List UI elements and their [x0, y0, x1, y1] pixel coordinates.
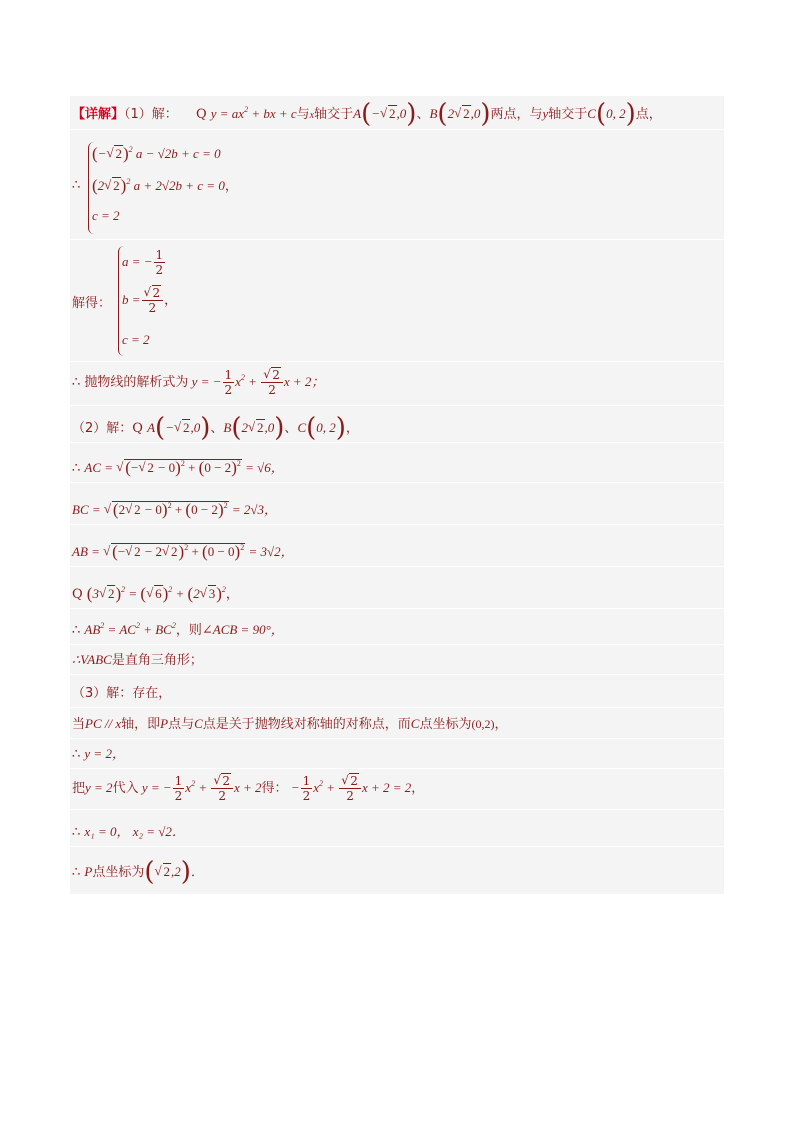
- part3-label: （3）解：存在，: [72, 686, 172, 701]
- part2-intro-line: （2）解：Q A(−√ 2,0)、B(2√ 2,0)、C(0, 2)，: [70, 418, 724, 439]
- triangle-conclusion-line: ∴VABC是直角三角形；: [70, 650, 724, 671]
- part1-label: （1）解：: [124, 107, 178, 122]
- roots-line: ∴ x₁ = 0， x₂ = √2．: [70, 822, 724, 843]
- part3-symmetry-line: 当PC // x轴，即P点与C点是关于抛物线对称轴的对称点，而C点坐标为(0,2)，: [70, 714, 724, 735]
- y-value-line: ∴ y = 2，: [70, 744, 724, 765]
- heading-tag: 【详解】: [72, 107, 125, 122]
- solution-a: a = −: [122, 254, 153, 269]
- substitution-line: 把y = 2代入 y = − $\frac{1}{2}$ $x^2$ + √ $\frac{2}{2}$ x + 2得： − $\frac{1}{2}$ $x^2$ + √ $\frac{2}{2}$ x + 2 = 2，: [70, 774, 724, 806]
- system-eq1: a − √2b + c = 0: [135, 146, 221, 161]
- part2-label: （2）解：: [72, 421, 133, 436]
- right-angle-line: ∴ $AB^2 = AC^2 + BC^2$，则∠ACB = 90°，: [70, 620, 724, 641]
- system-eq3: c = 2: [92, 208, 120, 223]
- ac-distance-line: ∴ AC = √ (−√ $2 - 0)^2 + (0 - 2)^2 = √6$，: [70, 458, 724, 479]
- pythagoras-check-line: Q (3√ 2)$^2$ = (√ 6)$^2$ + (2√ 3)$^2$，: [70, 584, 724, 605]
- system-eq2: a + 2√2b + c = 0: [133, 178, 225, 193]
- bc-distance-line: BC = √ (2√ $2 - 0)^2 + (0 - 2)^2 = 2√3$，: [70, 500, 724, 521]
- solution-b: b =: [122, 292, 141, 307]
- part1-solution: 解得： a = − $\frac{1}{2}$ b = √ $\frac{2}{2}$ ， c = 2: [70, 244, 724, 358]
- part3-label-line: [70, 684, 724, 704]
- solution-c: c = 2: [122, 332, 150, 347]
- part1-result: ∴ 抛物线的解析式为 y = − $\frac{1}{2}$ $x^2$ + √ $\frac{2}{2}$ x + 2；: [70, 368, 724, 402]
- final-answer-line: ∴ P点坐标为(√ 2,2)．: [70, 862, 724, 883]
- ab-distance-line: AB = √ (−√ 2 − 2√ $2)^2 + (0 - 0)^2 = 3√2$，: [70, 542, 724, 563]
- part1-intro-line: 【详解】（1）解： Q $y = ax^2$ + bx + c与x轴交于A(−√ 2,0)、B(2√ 2,0)两点，与y轴交于C(0, 2)点，: [70, 104, 724, 126]
- part1-system: ∴ (−√ 2)$^2$ a − √2b + c = 0 (2√ 2)$^2$ a + 2√2b + c = 0， c = 2: [70, 138, 724, 236]
